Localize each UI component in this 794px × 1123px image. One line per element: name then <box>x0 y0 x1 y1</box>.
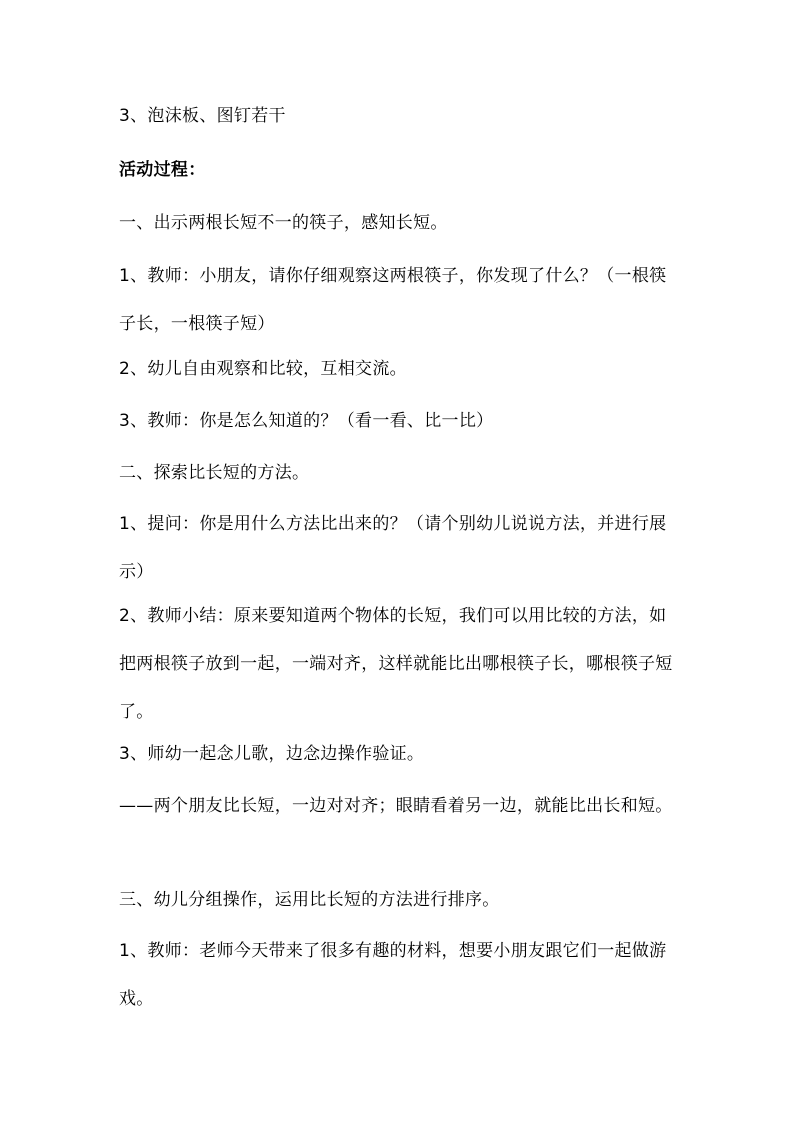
step-two-item-3: 3、师幼一起念儿歌，边念边操作验证。 <box>119 744 425 764</box>
step-two-heading: 二、探索比长短的方法。 <box>119 463 310 483</box>
step-one-item-2: 2、幼儿自由观察和比较，互相交流。 <box>119 359 407 379</box>
step-three-item-1: 1、教师：老师今天带来了很多有趣的材料，想要小朋友跟它们一起做游戏。 <box>119 941 667 1009</box>
step-three-heading: 三、幼儿分组操作，运用比长短的方法进行排序。 <box>119 890 500 910</box>
materials-item-3: 3、泡沫板、图钉若干 <box>119 106 286 126</box>
step-two-item-2: 2、教师小结：原来要知道两个物体的长短，我们可以用比较的方法，如把两根筷子放到一起，一端对齐，这样就能比出哪根筷子长，哪根筷子短了。 <box>119 606 673 722</box>
step-one-item-3: 3、教师：你是怎么知道的？（看一看、比一比） <box>119 411 494 431</box>
step-one-item-1: 1、教师：小朋友，请你仔细观察这两根筷子，你发现了什么？（一根筷子长，一根筷子短） <box>119 266 667 334</box>
step-two-item-1: 1、提问：你是用什么方法比出来的？（请个别幼儿说说方法，并进行展示） <box>119 514 667 582</box>
nursery-rhyme: ——两个朋友比长短，一边对对齐；眼睛看着另一边，就能比出长和短。 <box>119 796 673 816</box>
step-one-heading: 一、出示两根长短不一的筷子，感知长短。 <box>119 213 448 233</box>
section-heading-activity-process: 活动过程： <box>119 160 206 180</box>
